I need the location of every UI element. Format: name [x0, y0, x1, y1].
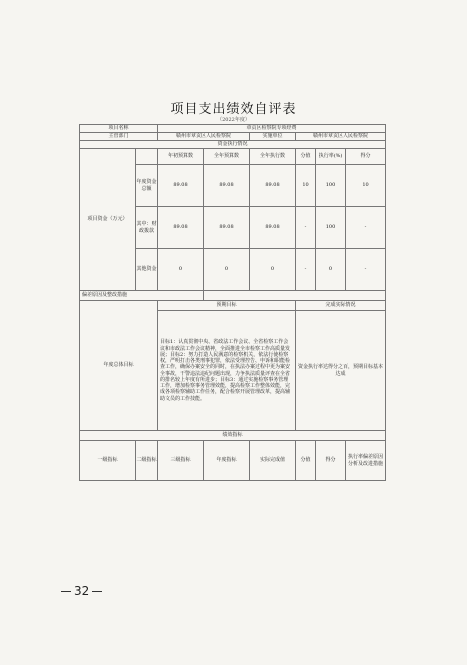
issues-label: 偏差原因及整改措施 [80, 291, 204, 301]
fund-cell: - [296, 207, 316, 249]
fund-row-label: 年度资金总额 [136, 165, 158, 207]
perf-header: 执行率偏差原因分析及改进措施 [346, 441, 386, 481]
page-title: 项目支出绩效自评表 [170, 102, 297, 117]
fund-group-label: 项目资金（万元） [80, 149, 136, 291]
perf-header: 年度指标 [204, 441, 250, 481]
goal-expected-header: 预期目标 [158, 301, 296, 311]
perf-header: 分值 [296, 441, 316, 481]
fund-cell: 0 [204, 249, 250, 291]
fund-cell: - [296, 249, 316, 291]
fund-cell: 89.08 [158, 165, 204, 207]
fund-cell: 89.08 [204, 207, 250, 249]
fund-row-label: 其中：财政拨款 [136, 207, 158, 249]
perf-header: 二级指标 [136, 441, 158, 481]
issues-value [204, 291, 386, 301]
fund-cell: 89.08 [250, 207, 296, 249]
fund-cell: 89.08 [158, 207, 204, 249]
fund-cell: 10 [296, 165, 316, 207]
dash-left [61, 591, 71, 592]
fund-row-label: 其他资金 [136, 249, 158, 291]
dash-right [92, 591, 102, 592]
fund-section-header: 资金执行情况 [80, 141, 386, 149]
perf-header: 得分 [316, 441, 346, 481]
fund-header: 全年执行数 [250, 149, 296, 165]
goal-actual-header: 完成实际情况 [296, 301, 386, 311]
page-number-text: 32 [74, 584, 90, 598]
fund-header-blank [136, 149, 158, 165]
page-subtitle: （2022年度） [217, 117, 250, 123]
fund-cell: 100 [316, 165, 346, 207]
goal-expected-text: 目标1：认真贯彻中央、省政法工作会议、全省检察工作会议和市政法工作会议精神，全面推进全市检察工作高质量发展；目标2：努力打造人民满意的检察机关，依法行使检察权，严明打击各类刑事犯罪，依法受理控告、申诉和职能检查工作，确保办案安全的同时，在执法办案过程中更为案安全事故，干警违法违纪问题出现，力争执法质量评查在全省的排名较上年度有所进步；目标3：通过实施检察事务管理工作，增加检察事务管理效能，提高检察工作整体效能，完成各项检察辅助工作任务，配合检察开展管理改革，提高辅助文员的工作技能。 [158, 311, 296, 431]
perf-header: 一级指标 [80, 441, 136, 481]
fund-header: 全年预算数 [204, 149, 250, 165]
project-name-value: 章贡区检察院专项经费 [158, 125, 386, 133]
fund-cell: 10 [346, 165, 386, 207]
fund-header: 分值 [296, 149, 316, 165]
impl-value: 赣州市章贡区人民检察院 [296, 133, 386, 141]
perf-header: 三级指标 [158, 441, 204, 481]
page-number [58, 584, 105, 598]
fund-cell: 0 [250, 249, 296, 291]
fund-cell: - [346, 249, 386, 291]
fund-cell: 89.08 [250, 165, 296, 207]
dept-label: 主管部门 [80, 133, 158, 141]
fund-cell: 89.08 [204, 165, 250, 207]
project-name-label: 项目名称 [80, 125, 158, 133]
fund-header: 执行率(%) [316, 149, 346, 165]
evaluation-table [79, 124, 386, 481]
fund-cell: 0 [316, 249, 346, 291]
perf-header: 实际完成值 [250, 441, 296, 481]
perf-label: 绩效指标 [80, 431, 386, 441]
fund-cell: 100 [316, 207, 346, 249]
impl-label: 实施单位 [250, 133, 296, 141]
fund-header: 得分 [346, 149, 386, 165]
fund-cell: 0 [158, 249, 204, 291]
fund-cell: - [346, 207, 386, 249]
goal-label: 年度总体目标 [80, 301, 158, 431]
fund-header: 年初预算数 [158, 149, 204, 165]
goal-actual-text: 资金执行率达得分之百，预期目标基本达成 [296, 311, 386, 431]
dept-value: 赣州市章贡区人民检察院 [158, 133, 250, 141]
